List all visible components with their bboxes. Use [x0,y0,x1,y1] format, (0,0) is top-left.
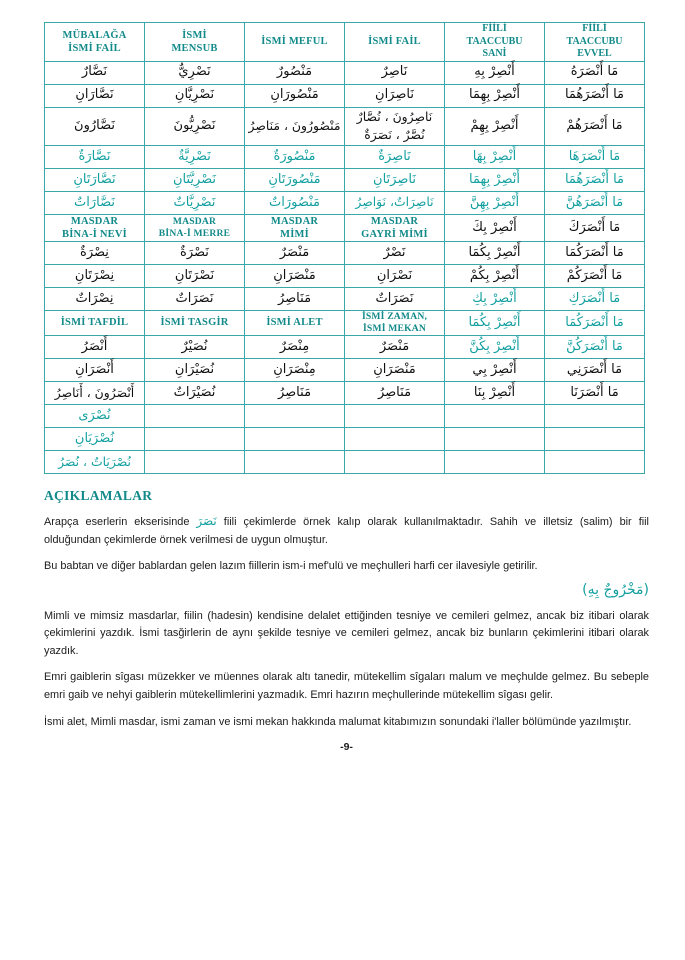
table-row [45,404,645,427]
cell-empty [345,404,445,427]
cell-arabic: مَا أَنْصَرَهُمَا [545,168,645,191]
cell-arabic: مَنْصُورَاتٌ [245,191,345,214]
cell-empty [545,450,645,473]
cell-arabic: مَنَاصِرُ [345,381,445,404]
cell-arabic: نَصَّارُونَ [45,107,145,145]
cell-arabic: نَصَّارَاتٌ [45,191,145,214]
column-header-ismi-tasgir: İSMİ TASGİR [145,310,245,335]
cell-arabic: نَصْرَانِ [345,264,445,287]
cell-arabic: نُصَيْرَانِ [145,358,245,381]
cell-arabic: أَنْصِرْ بِكُمْ [445,264,545,287]
cell-arabic: مَا أَنْصَرَكُمَا [545,241,645,264]
cell-arabic: نَاصِرَانِ [345,84,445,107]
cell-arabic: مِنْصَرٌ [245,335,345,358]
cell-arabic: مَا أَنْصَرَكَ [545,214,645,241]
cell-arabic: أَنْصَرَانِ [45,358,145,381]
cell-arabic: مَنْصَرٌ [345,335,445,358]
note-paragraph-1 [44,512,649,549]
header-line: İSMİ ZAMAN, [361,310,428,322]
cell-empty [145,427,245,450]
cell-arabic: مَنَاصِرُ [245,381,345,404]
note-paragraph-5: İsmi alet, Mimli masdar, ismi zaman ve ismi mekan hakkında malumat kitabımızın sonundaki i'laller bölümünde yazılmıştır. [44,715,632,728]
cell-arabic-line: نُصَّرٌ ، نَصَرَةٌ [364,127,425,143]
column-header-ismi-fail [345,23,445,62]
cell-arabic: مَا أَنْصَرَهُمْ [545,107,645,145]
table-row [45,241,645,264]
cell-arabic-multiline [345,107,445,145]
column-header-fiili-taaccubu-evvel [545,23,645,62]
cell-empty [445,427,545,450]
cell-empty [145,450,245,473]
cell-arabic: أَنْصِرْ بِهِ [445,61,545,84]
cell-arabic: نَصْرَةٌ [145,241,245,264]
column-header-masdar-mimi [245,214,345,241]
cell-arabic: أَنْصِرْ بِكَ [445,214,545,241]
cell-arabic: نُصَيْرَاتٌ [145,381,245,404]
cell-arabic: نِصْرَةٌ [45,241,145,264]
page-number: -9- [340,741,353,754]
cell-arabic: نَصَرَاتٌ [145,287,245,310]
cell-arabic: مَا أَنْصَرَهُنَّ [545,191,645,214]
header-line: BİNA-İ MERRE [158,227,231,239]
header-line: SANİ [482,48,507,59]
table-row [45,61,645,84]
header-line: BİNA-İ NEVİ [62,228,127,240]
cell-empty [345,450,445,473]
cell-arabic: أَنْصِرْ بِنَا [445,381,545,404]
table-row [45,107,645,145]
conjugation-table [44,22,645,474]
cell-arabic: مِنْصَرَانِ [245,358,345,381]
cell-empty [345,427,445,450]
column-header-fiili-taaccubu-sani [445,23,545,62]
cell-arabic: نَاصِرَاتٌ، نَوَاصِرُ [345,191,445,214]
cell-empty [245,450,345,473]
header-line: MASDAR [172,215,217,227]
header-line: İSMİ MEFUL [261,36,328,48]
table-row [45,381,645,404]
column-header-ismi-alet: İSMİ ALET [245,310,345,335]
header-line: MÜBALAĞA [62,29,127,41]
cell-arabic: أَنْصِرْ بِكُمَا [445,241,545,264]
table-row [45,287,645,310]
cell-empty [545,427,645,450]
table-header-row-2 [45,214,645,241]
column-header-masdar-binai-merre [145,214,245,241]
cell-arabic: نَصْرِيَّاتٌ [145,191,245,214]
cell-arabic: نَصْرٌ [345,241,445,264]
cell-arabic: نَاصِرَتَانِ [345,168,445,191]
cell-arabic: نَصْرِيَّتَانِ [145,168,245,191]
table-row [45,84,645,107]
cell-arabic: نَصْرَتَانِ [145,264,245,287]
column-header-ismi-tafdil: İSMİ TAFDİL [45,310,145,335]
cell-arabic: أَنْصِرْ بِهِمَا [445,168,545,191]
header-line: FİİLİ [582,23,607,34]
cell-arabic-line: نَاصِرُونَ ، نُصَّارٌ [356,108,433,124]
table-header-row-3 [45,310,645,335]
cell-empty [245,427,345,450]
cell-arabic: مَا أَنْصَرَكُمَا [545,310,645,335]
header-line: TAACCUBU [466,35,523,47]
note-paragraph-3: Mimli ve mimsiz masdarlar, fiilin (hadesin) kendisine delalet ettiğinden tesniye ve cemileri gelmez, ancak biz itibari olarak çekimlerini yazdık. İsmi tasğirlerin de aynı şekilde tesniye ve cemileri gelmez, ancak biz bunların çekimlerini itibari olarak yazdık. [44,609,649,657]
column-header-masdar-gayri-mimi [345,214,445,241]
header-line: İSMİ FAİL [68,42,121,54]
table-row [45,358,645,381]
table-header-row-1 [45,23,645,62]
cell-empty [445,404,545,427]
cell-arabic: نَصْرِيٌّ [145,61,245,84]
cell-arabic: مَنْصَرَانِ [345,358,445,381]
cell-arabic: نَصَّارَانِ [45,84,145,107]
cell-arabic: نَصَرَاتٌ [345,287,445,310]
cell-arabic: مَا أَنْصَرَكُمْ [545,264,645,287]
cell-arabic: نَصْرِيُّونَ [145,107,245,145]
header-line: FİİLİ [482,23,507,34]
header-line: GAYRİ MİMİ [361,228,428,240]
cell-arabic: نَصَّارٌ [45,61,145,84]
cell-arabic: أَنْصِرْ بِهِمَا [445,84,545,107]
cell-arabic: نِصْرَاتٌ [45,287,145,310]
table-row [45,335,645,358]
header-line: MASDAR [370,215,419,227]
cell-arabic: أَنْصِرْ بِهَا [445,145,545,168]
cell-arabic: أَنْصَرُونَ ، أَنَاصِرُ [45,381,145,404]
header-line: MASDAR [270,215,319,227]
cell-arabic: مَنْصَرَانِ [245,264,345,287]
arabic-block-mahrucun-bihi: (مَخْرُوجٌ بِهِ) [582,581,649,598]
cell-empty [245,404,345,427]
cell-arabic: أَنْصِرْ بِكِ [445,287,545,310]
note-paragraph-4: Emri gaiblerin sîgası müzekker ve müennes olarak altı tanedir, mütekellim sîgaları malum ve meçhulde gelmez. Bu sebeple emri gaib ve nehyi gaiblerin mütekellimlerini yazmadık. Emri hazırın meçhullerinde mütekellim sîgası gelir. [44,671,649,702]
cell-arabic: نَاصِرٌ [345,61,445,84]
note-text: fiili çekimlerde örnek kalıp olarak kullanılmaktadır. Sahih ve illetsiz (salim) bir fiil olduğundan çekimlerde örnek verilmesi de uygun olmuştur. [44,515,649,546]
header-line: MİMİ [280,228,309,240]
cell-arabic: مَا أَنْصَرَكِ [545,287,645,310]
table-row [45,264,645,287]
header-line: İSMİ MEKAN [362,322,427,334]
cell-arabic: نُصْرَى [45,404,145,427]
note-paragraph-2: Bu babtan ve diğer bablardan gelen lazım fiillerin ism-i mef'ulü ve meçhulleri harfi cer ilavesiyle getirilir. [44,560,538,573]
cell-arabic: مَا أَنْصَرَهُمَا [545,84,645,107]
cell-arabic: مَا أَنْصَرَنِي [545,358,645,381]
arabic-inline-nasara: نَصَرَ [196,513,217,528]
cell-arabic: مَنْصُورُونَ ، مَنَاصِرُ [245,107,345,145]
cell-arabic: مَنْصُورٌ [245,61,345,84]
cell-arabic: مَنْصُورَتَانِ [245,168,345,191]
cell-arabic: نَصَّارَةٌ [45,145,145,168]
cell-arabic: مَنْصُورَانِ [245,84,345,107]
table-row [45,191,645,214]
cell-arabic: مَنَاصِرُ [245,287,345,310]
cell-arabic: نَصْرِيَّانِ [145,84,245,107]
cell-arabic: نُصْرَيَاتٌ ، نُصَرُ [45,450,145,473]
cell-arabic: مَا أَنْصَرَهَا [545,145,645,168]
cell-arabic: أَنْصَرُ [45,335,145,358]
table-row [45,145,645,168]
header-line: İSMİ FAİL [368,36,421,48]
cell-arabic: مَا أَنْصَرَهُ [545,61,645,84]
cell-arabic: أَنْصِرْ بِكُنَّ [445,335,545,358]
cell-arabic: مَنْصُورَةٌ [245,145,345,168]
cell-arabic: نَصَّارَتَانِ [45,168,145,191]
column-header-ismi-zaman-mekan [345,310,445,335]
cell-arabic: أَنْصِرْ بِي [445,358,545,381]
cell-arabic: نَاصِرَةٌ [345,145,445,168]
cell-empty [545,404,645,427]
cell-arabic: أَنْصِرْ بِكُمَا [445,310,545,335]
column-header-masdar-binai-nevi [45,214,145,241]
column-header-ismi-mensub [145,23,245,62]
table-row [45,450,645,473]
cell-arabic: مَا أَنْصَرَنَا [545,381,645,404]
header-line: TAACCUBU [566,35,623,47]
header-line: EVVEL [577,48,612,59]
cell-arabic: نِصْرَتَانِ [45,264,145,287]
column-header-ismi-meful [245,23,345,62]
cell-empty [445,450,545,473]
header-line: MENSUB [171,42,218,54]
note-text: Arapça eserlerin ekserisinde [44,515,190,528]
cell-arabic: أَنْصِرْ بِهِنَّ [445,191,545,214]
cell-arabic: نَصْرِيَّةٌ [145,145,245,168]
cell-arabic: نُصْرَيَانِ [45,427,145,450]
column-header-mubalaga-ismi-fail [45,23,145,62]
header-line: MASDAR [70,215,119,227]
table-row [45,168,645,191]
cell-arabic: مَا أَنْصَرَكُنَّ [545,335,645,358]
table-row [45,427,645,450]
section-title-aciklamalar: AÇIKLAMALAR [44,487,153,503]
cell-empty [145,404,245,427]
cell-arabic: أَنْصِرْ بِهِمْ [445,107,545,145]
header-line: İSMİ [182,29,207,41]
explanations-section [44,488,649,754]
cell-arabic: مَنْصَرٌ [245,241,345,264]
cell-arabic: نُصَيْرٌ [145,335,245,358]
